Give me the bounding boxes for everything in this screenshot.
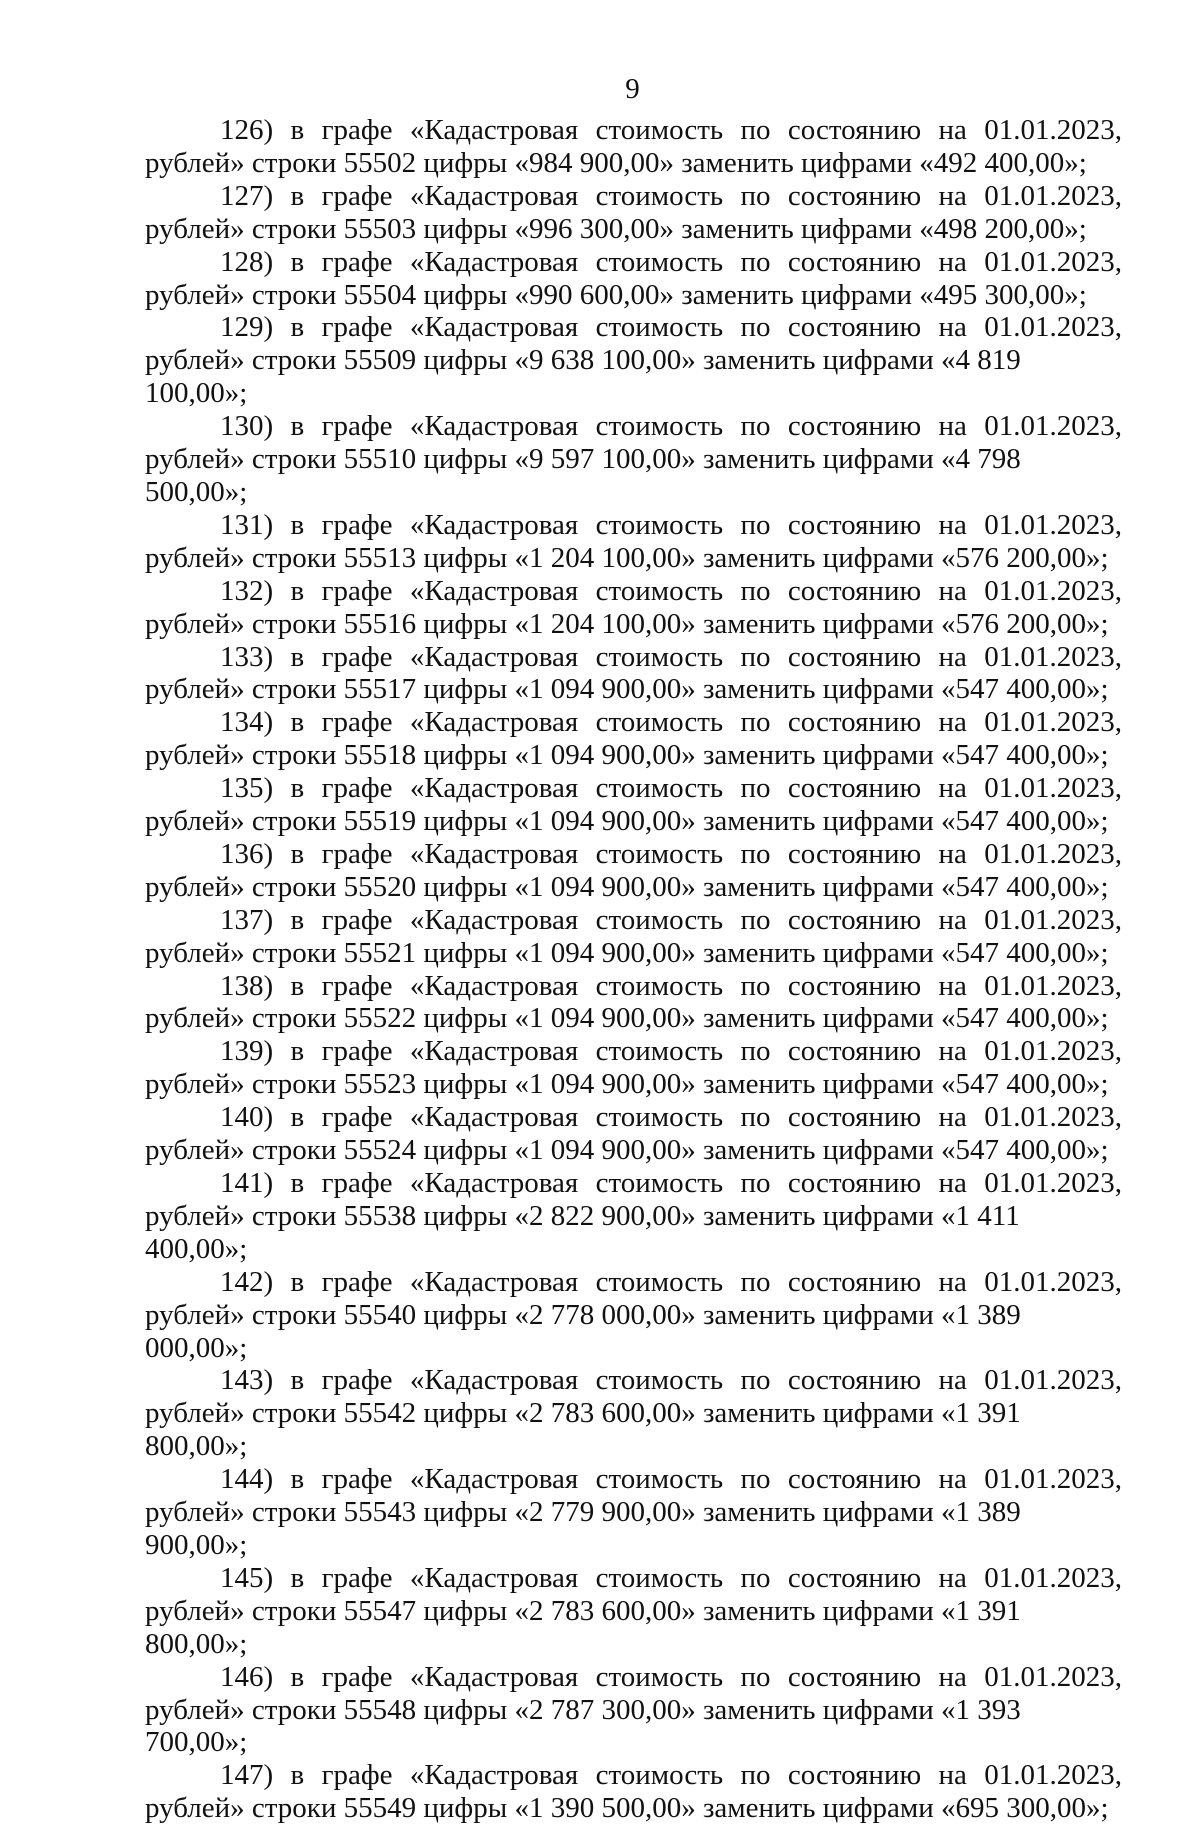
digits-phrase: цифры: [416, 1594, 515, 1627]
old-value: «9 638 100,00»: [514, 344, 696, 377]
line-end: ;: [1100, 607, 1109, 640]
row-number: 55503: [343, 212, 417, 245]
old-value: «1 094 900,00»: [514, 673, 696, 706]
replace-phrase: заменить цифрами: [695, 1298, 942, 1331]
replace-phrase: заменить цифрами: [673, 146, 920, 179]
item-number: 128): [220, 245, 274, 278]
new-value: «547 400,00»: [941, 870, 1101, 903]
new-value: «1 389 900,00»: [145, 1496, 1021, 1561]
amendment-line-2: [145, 608, 1122, 641]
item-column-phrase: в графе «Кадастровая стоимость по состоянию на 01.01.2023,: [273, 1364, 1122, 1397]
item-number: 134): [220, 706, 274, 739]
item-number: 135): [220, 772, 274, 805]
replace-phrase: заменить цифрами: [695, 607, 942, 640]
row-phrase: рублей» строки: [145, 443, 344, 476]
item-column-phrase: в графе «Кадастровая стоимость по состоянию на 01.01.2023,: [273, 1463, 1122, 1496]
amendment-item: [145, 1167, 1122, 1266]
new-value: «695 300,00»: [941, 1792, 1101, 1825]
amendment-line-1: [145, 1035, 1122, 1068]
row-number: 55510: [343, 443, 417, 476]
row-phrase: рублей» строки: [145, 1397, 344, 1430]
digits-phrase: цифры: [416, 541, 515, 574]
line-end: ;: [239, 1528, 248, 1561]
amendment-line-1: [145, 1562, 1122, 1595]
amendment-line-1: [145, 1101, 1122, 1134]
amendment-line-1: [145, 641, 1122, 674]
line-end: ;: [1100, 541, 1109, 574]
old-value: «1 204 100,00»: [514, 541, 696, 574]
row-phrase: рублей» строки: [145, 870, 344, 903]
new-value: «547 400,00»: [941, 1002, 1101, 1035]
amendment-line-1: [145, 706, 1122, 739]
amendment-item: [145, 246, 1122, 312]
digits-phrase: цифры: [416, 278, 515, 311]
replace-phrase: заменить цифрами: [695, 1002, 942, 1035]
row-phrase: рублей» строки: [145, 541, 344, 574]
old-value: «1 094 900,00»: [514, 739, 696, 772]
old-value: «1 094 900,00»: [514, 1002, 696, 1035]
digits-phrase: цифры: [416, 1298, 515, 1331]
row-number: 55513: [343, 541, 417, 574]
digits-phrase: цифры: [416, 443, 515, 476]
item-number: 143): [220, 1364, 274, 1397]
amendment-line-1: [145, 1364, 1122, 1397]
line-end: ;: [239, 1627, 248, 1660]
row-phrase: рублей» строки: [145, 1134, 344, 1167]
item-number: 145): [220, 1561, 274, 1594]
amendment-line-1: [145, 575, 1122, 608]
row-phrase: рублей» строки: [145, 1002, 344, 1035]
amendment-line-1: [145, 1661, 1122, 1694]
amendment-line-2: [145, 1299, 1122, 1365]
amendment-item: [145, 838, 1122, 904]
item-column-phrase: в графе «Кадастровая стоимость по состоянию на 01.01.2023,: [273, 1561, 1122, 1594]
amendment-line-2: [145, 1200, 1122, 1266]
old-value: «984 900,00»: [514, 146, 674, 179]
new-value: «4 798 500,00»: [145, 443, 1021, 508]
item-column-phrase: в графе «Кадастровая стоимость по состоянию на 01.01.2023,: [273, 1265, 1122, 1298]
row-number: 55522: [343, 1002, 417, 1035]
amendment-line-1: [145, 772, 1122, 805]
row-number: 55519: [343, 805, 417, 838]
item-column-phrase: в графе «Кадастровая стоимость по состоянию на 01.01.2023,: [273, 311, 1122, 344]
amendment-line-1: [145, 838, 1122, 871]
amendment-item: [145, 1562, 1122, 1661]
row-number: 55549: [343, 1792, 417, 1825]
item-column-phrase: в графе «Кадастровая стоимость по состоянию на 01.01.2023,: [273, 114, 1122, 146]
row-phrase: рублей» строки: [145, 278, 344, 311]
digits-phrase: цифры: [416, 936, 515, 969]
row-number: 55547: [343, 1594, 417, 1627]
old-value: «2 779 900,00»: [514, 1496, 696, 1529]
replace-phrase: заменить цифрами: [695, 1134, 942, 1167]
line-end: ;: [1100, 870, 1109, 903]
amendment-item: [145, 1101, 1122, 1167]
replace-phrase: заменить цифрами: [695, 739, 942, 772]
amendment-line-2: [145, 739, 1122, 772]
item-number: 139): [220, 1035, 274, 1068]
old-value: «2 822 900,00»: [514, 1199, 696, 1232]
line-end: ;: [1078, 278, 1087, 311]
amendment-line-2: [145, 1068, 1122, 1101]
digits-phrase: цифры: [416, 805, 515, 838]
row-phrase: рублей» строки: [145, 805, 344, 838]
new-value: «547 400,00»: [941, 805, 1101, 838]
item-column-phrase: в графе «Кадастровая стоимость по состоянию на 01.01.2023,: [273, 1660, 1122, 1693]
row-number: 55502: [343, 146, 417, 179]
amendment-line-2: [145, 1002, 1122, 1035]
item-number: 130): [220, 410, 274, 443]
digits-phrase: цифры: [416, 1397, 515, 1430]
item-number: 126): [220, 114, 274, 146]
replace-phrase: заменить цифрами: [695, 805, 942, 838]
new-value: «495 300,00»: [919, 278, 1079, 311]
row-phrase: рублей» строки: [145, 1792, 344, 1825]
line-end: ;: [1100, 1792, 1109, 1825]
old-value: «1 094 900,00»: [514, 936, 696, 969]
item-column-phrase: в графе «Кадастровая стоимость по состоянию на 01.01.2023,: [273, 969, 1122, 1002]
item-number: 129): [220, 311, 274, 344]
amendment-item: [145, 1364, 1122, 1463]
digits-phrase: цифры: [416, 146, 515, 179]
new-value: «1 393 700,00»: [145, 1693, 1021, 1759]
amendment-line-1: [145, 904, 1122, 937]
item-number: 136): [220, 837, 274, 870]
item-column-phrase: в графе «Кадастровая стоимость по состоянию на 01.01.2023,: [273, 772, 1122, 805]
digits-phrase: цифры: [416, 344, 515, 377]
row-phrase: рублей» строки: [145, 1693, 344, 1726]
document-body: [145, 114, 1122, 1825]
new-value: «576 200,00»: [941, 607, 1101, 640]
amendment-line-2: [145, 805, 1122, 838]
line-end: ;: [239, 1726, 248, 1759]
digits-phrase: цифры: [416, 673, 515, 706]
amendment-line-2: [145, 1792, 1122, 1825]
old-value: «2 783 600,00»: [514, 1397, 696, 1430]
item-column-phrase: в графе «Кадастровая стоимость по состоянию на 01.01.2023,: [273, 837, 1122, 870]
row-phrase: рублей» строки: [145, 607, 344, 640]
replace-phrase: заменить цифрами: [695, 541, 942, 574]
row-number: 55543: [343, 1496, 417, 1529]
row-number: 55524: [343, 1134, 417, 1167]
digits-phrase: цифры: [416, 1002, 515, 1035]
digits-phrase: цифры: [416, 739, 515, 772]
amendment-item: [145, 970, 1122, 1036]
old-value: «2 778 000,00»: [514, 1298, 696, 1331]
row-number: 55509: [343, 344, 417, 377]
row-number: 55516: [343, 607, 417, 640]
amendment-line-2: [145, 871, 1122, 904]
item-number: 127): [220, 179, 274, 212]
row-number: 55521: [343, 936, 417, 969]
line-end: ;: [1100, 739, 1109, 772]
new-value: «576 200,00»: [941, 541, 1101, 574]
amendment-line-2: [145, 1595, 1122, 1661]
digits-phrase: цифры: [416, 1496, 515, 1529]
replace-phrase: заменить цифрами: [695, 1693, 942, 1726]
old-value: «1 094 900,00»: [514, 870, 696, 903]
digits-phrase: цифры: [416, 870, 515, 903]
new-value: «1 391 800,00»: [145, 1397, 1021, 1463]
amendment-item: [145, 410, 1122, 509]
amendment-line-1: [145, 1167, 1122, 1200]
item-number: 141): [220, 1167, 274, 1199]
old-value: «9 597 100,00»: [514, 443, 696, 476]
old-value: «1 094 900,00»: [514, 805, 696, 838]
item-number: 132): [220, 574, 274, 607]
item-column-phrase: в графе «Кадастровая стоимость по состоянию на 01.01.2023,: [273, 640, 1122, 673]
amendment-item: [145, 509, 1122, 575]
digits-phrase: цифры: [416, 1693, 515, 1726]
amendment-item: [145, 1266, 1122, 1365]
amendment-line-1: [145, 246, 1122, 279]
old-value: «996 300,00»: [514, 212, 674, 245]
row-number: 55538: [343, 1199, 417, 1232]
amendment-line-1: [145, 1463, 1122, 1496]
amendment-item: [145, 641, 1122, 707]
row-phrase: рублей» строки: [145, 739, 344, 772]
amendment-line-1: [145, 180, 1122, 213]
row-number: 55523: [343, 1068, 417, 1101]
new-value: «498 200,00»: [919, 212, 1079, 245]
line-end: ;: [239, 1430, 248, 1463]
row-number: 55520: [343, 870, 417, 903]
new-value: «547 400,00»: [941, 673, 1101, 706]
item-column-phrase: в графе «Кадастровая стоимость по состоянию на 01.01.2023,: [273, 1167, 1122, 1199]
amendment-item: [145, 1759, 1122, 1825]
item-number: 144): [220, 1463, 274, 1496]
replace-phrase: заменить цифрами: [695, 673, 942, 706]
replace-phrase: заменить цифрами: [695, 936, 942, 969]
row-number: 55540: [343, 1298, 417, 1331]
amendment-line-2: [145, 213, 1122, 246]
row-phrase: рублей» строки: [145, 212, 344, 245]
line-end: ;: [239, 377, 248, 410]
replace-phrase: заменить цифрами: [673, 212, 920, 245]
amendment-line-2: [145, 1397, 1122, 1463]
row-phrase: рублей» строки: [145, 936, 344, 969]
digits-phrase: цифры: [416, 607, 515, 640]
line-end: ;: [239, 1331, 248, 1364]
replace-phrase: заменить цифрами: [673, 278, 920, 311]
old-value: «1 204 100,00»: [514, 607, 696, 640]
new-value: «1 389 000,00»: [145, 1298, 1021, 1364]
new-value: «4 819 100,00»: [145, 344, 1021, 410]
amendment-line-1: [145, 970, 1122, 1003]
line-end: ;: [239, 1232, 248, 1265]
item-column-phrase: в графе «Кадастровая стоимость по состоянию на 01.01.2023,: [273, 903, 1122, 936]
replace-phrase: заменить цифрами: [695, 344, 942, 377]
digits-phrase: цифры: [416, 1068, 515, 1101]
row-number: 55518: [343, 739, 417, 772]
amendment-item: [145, 1463, 1122, 1562]
row-number: 55548: [343, 1693, 417, 1726]
amendment-item: [145, 311, 1122, 410]
row-phrase: рублей» строки: [145, 673, 344, 706]
new-value: «547 400,00»: [941, 1068, 1101, 1101]
amendment-line-2: [145, 1694, 1122, 1760]
amendment-line-1: [145, 114, 1122, 147]
amendment-line-2: [145, 344, 1122, 410]
item-column-phrase: в графе «Кадастровая стоимость по состоянию на 01.01.2023,: [273, 508, 1122, 541]
item-number: 140): [220, 1101, 274, 1134]
item-number: 133): [220, 640, 274, 673]
amendment-line-1: [145, 311, 1122, 344]
item-column-phrase: в графе «Кадастровая стоимость по состоянию на 01.01.2023,: [273, 179, 1122, 212]
line-end: ;: [1078, 212, 1087, 245]
amendment-line-1: [145, 410, 1122, 443]
digits-phrase: цифры: [416, 212, 515, 245]
item-number: 147): [220, 1759, 274, 1792]
old-value: «2 787 300,00»: [514, 1693, 696, 1726]
amendment-line-2: [145, 147, 1122, 180]
line-end: ;: [1100, 1134, 1109, 1167]
old-value: «2 783 600,00»: [514, 1594, 696, 1627]
row-phrase: рублей» строки: [145, 1068, 344, 1101]
line-end: ;: [1078, 146, 1087, 179]
line-end: ;: [1100, 805, 1109, 838]
new-value: «492 400,00»: [919, 146, 1079, 179]
amendment-item: [145, 1035, 1122, 1101]
replace-phrase: заменить цифрами: [695, 1068, 942, 1101]
digits-phrase: цифры: [416, 1134, 515, 1167]
row-phrase: рублей» строки: [145, 146, 344, 179]
page-number: 9: [625, 73, 640, 105]
row-phrase: рублей» строки: [145, 1298, 344, 1331]
amendment-item: [145, 706, 1122, 772]
new-value: «547 400,00»: [941, 936, 1101, 969]
replace-phrase: заменить цифрами: [695, 1594, 942, 1627]
item-column-phrase: в графе «Кадастровая стоимость по состоянию на 01.01.2023,: [273, 1035, 1122, 1068]
amendment-item: [145, 1661, 1122, 1760]
old-value: «1 094 900,00»: [514, 1068, 696, 1101]
item-number: 146): [220, 1660, 274, 1693]
amendment-line-2: [145, 1134, 1122, 1167]
item-column-phrase: в графе «Кадастровая стоимость по состоянию на 01.01.2023,: [273, 574, 1122, 607]
item-column-phrase: в графе «Кадастровая стоимость по состоянию на 01.01.2023,: [273, 706, 1122, 739]
line-end: ;: [1100, 1002, 1109, 1035]
row-number: 55517: [343, 673, 417, 706]
replace-phrase: заменить цифрами: [695, 1199, 942, 1232]
amendment-line-2: [145, 542, 1122, 575]
amendment-item: [145, 180, 1122, 246]
line-end: ;: [1100, 1068, 1109, 1101]
row-phrase: рублей» строки: [145, 1594, 344, 1627]
item-number: 138): [220, 969, 274, 1002]
digits-phrase: цифры: [416, 1792, 515, 1825]
new-value: «547 400,00»: [941, 739, 1101, 772]
new-value: «1 411 400,00»: [145, 1199, 1020, 1265]
amendment-line-1: [145, 1266, 1122, 1299]
item-column-phrase: в графе «Кадастровая стоимость по состоянию на 01.01.2023,: [273, 410, 1122, 443]
new-value: «1 391 800,00»: [145, 1594, 1021, 1660]
row-number: 55504: [343, 278, 417, 311]
amendment-line-2: [145, 1496, 1122, 1562]
old-value: «990 600,00»: [514, 278, 674, 311]
item-column-phrase: в графе «Кадастровая стоимость по состоянию на 01.01.2023,: [273, 1759, 1122, 1792]
old-value: «1 094 900,00»: [514, 1134, 696, 1167]
row-number: 55542: [343, 1397, 417, 1430]
amendment-line-2: [145, 443, 1122, 509]
item-number: 131): [220, 508, 274, 541]
row-phrase: рублей» строки: [145, 1199, 344, 1232]
item-number: 137): [220, 903, 274, 936]
item-column-phrase: в графе «Кадастровая стоимость по состоянию на 01.01.2023,: [273, 245, 1122, 278]
amendment-item: [145, 575, 1122, 641]
line-end: ;: [1100, 936, 1109, 969]
line-end: ;: [1100, 673, 1109, 706]
amendment-line-2: [145, 937, 1122, 970]
amendment-line-2: [145, 279, 1122, 312]
amendment-line-2: [145, 673, 1122, 706]
replace-phrase: заменить цифрами: [695, 1792, 942, 1825]
line-end: ;: [239, 475, 248, 508]
old-value: «1 390 500,00»: [514, 1792, 696, 1825]
row-phrase: рублей» строки: [145, 344, 344, 377]
amendment-item: [145, 904, 1122, 970]
replace-phrase: заменить цифрами: [695, 443, 942, 476]
row-phrase: рублей» строки: [145, 1496, 344, 1529]
amendment-line-1: [145, 1759, 1122, 1792]
amendment-line-1: [145, 509, 1122, 542]
digits-phrase: цифры: [416, 1199, 515, 1232]
new-value: «547 400,00»: [941, 1134, 1101, 1167]
item-column-phrase: в графе «Кадастровая стоимость по состоянию на 01.01.2023,: [273, 1101, 1122, 1134]
amendment-item: [145, 114, 1122, 180]
replace-phrase: заменить цифрами: [695, 870, 942, 903]
replace-phrase: заменить цифрами: [695, 1397, 942, 1430]
item-number: 142): [220, 1265, 274, 1298]
amendment-item: [145, 772, 1122, 838]
replace-phrase: заменить цифрами: [695, 1496, 942, 1529]
